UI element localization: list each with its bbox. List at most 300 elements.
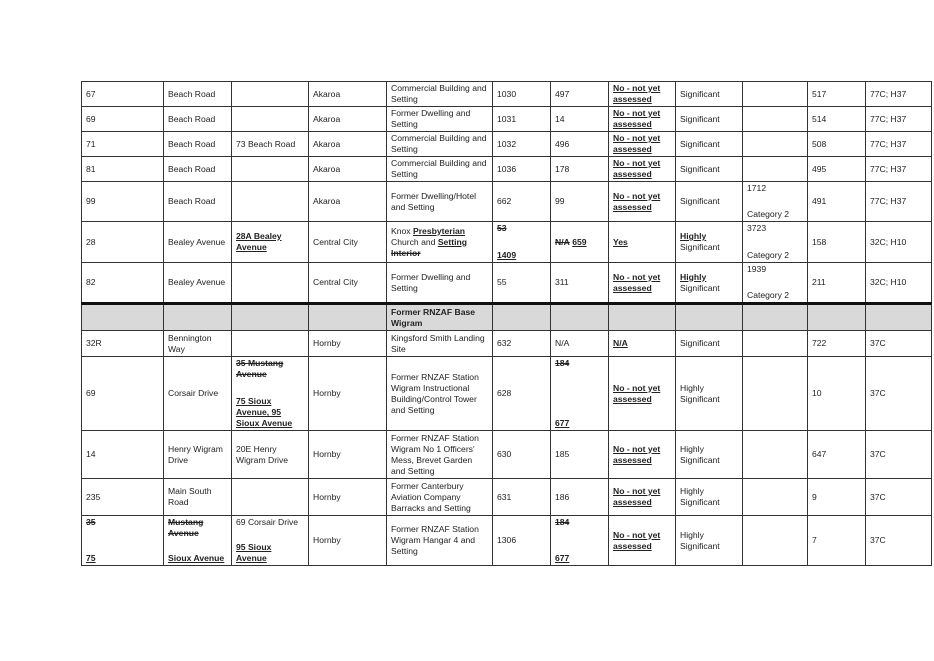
cell-part xyxy=(86,517,159,528)
cell-text: 632 xyxy=(497,338,512,348)
cell-content xyxy=(613,383,671,405)
cell-house-number xyxy=(82,157,164,182)
cell-assessed xyxy=(609,479,676,516)
cell-locality xyxy=(309,357,387,431)
cell-heritage-item-number xyxy=(493,431,551,479)
cell-category xyxy=(743,516,808,566)
cell-description xyxy=(387,82,493,107)
cell-street xyxy=(164,304,232,331)
cell-heritage-item-number xyxy=(493,357,551,431)
cell-text: 647 xyxy=(812,449,827,459)
cell-heritage-item-number xyxy=(493,182,551,222)
cell-text: 491 xyxy=(812,196,827,206)
cell-category xyxy=(743,431,808,479)
cell-content xyxy=(168,517,227,564)
inserted-text: Sioux Avenue xyxy=(168,553,225,563)
cell-map-ref xyxy=(808,182,866,222)
cell-assessed xyxy=(609,263,676,304)
cell-heritage-item-number xyxy=(493,331,551,357)
cell-text: Hornby xyxy=(313,491,341,502)
cell-part xyxy=(555,418,604,429)
cell-assessed xyxy=(609,222,676,263)
cell-description xyxy=(387,157,493,182)
cell-category xyxy=(743,331,808,357)
cell-category xyxy=(743,182,808,222)
cell-text: Category 2 xyxy=(747,290,790,300)
cell-text: 69 xyxy=(86,113,96,124)
cell-text: Former RNZAF Base Wigram xyxy=(391,306,476,328)
cell-text: 32R xyxy=(86,338,102,348)
inserted-text: No - not yet assessed xyxy=(613,382,661,404)
cell-planning-map xyxy=(866,357,932,431)
cell-text: 37C xyxy=(870,491,886,502)
cell-heritage-item-number xyxy=(493,479,551,516)
cell-house-number xyxy=(82,82,164,107)
heritage-schedule-table xyxy=(81,81,932,566)
cell-house-number xyxy=(82,107,164,132)
cell-text: Commercial Building and Setting xyxy=(391,158,487,179)
cell-description xyxy=(387,107,493,132)
cell-assessed xyxy=(609,304,676,331)
cell-significance xyxy=(676,516,743,566)
cell-content xyxy=(391,307,488,329)
inserted-text: 95 Sioux Avenue xyxy=(236,542,272,563)
cell-text: Central City xyxy=(313,277,358,287)
cell-part xyxy=(613,108,671,130)
cell-setting-number xyxy=(551,157,609,182)
inserted-text: No - not yet assessed xyxy=(613,486,661,507)
cell-map-ref xyxy=(808,357,866,431)
cell-text: 55 xyxy=(497,277,507,287)
cell-description xyxy=(387,516,493,566)
cell-text: 1031 xyxy=(497,113,517,124)
table-row xyxy=(82,107,932,132)
cell-significance xyxy=(676,182,743,222)
inserted-text: No - not yet assessed xyxy=(613,443,661,465)
cell-text: 7 xyxy=(812,535,817,545)
cell-house-number xyxy=(82,479,164,516)
cell-alternate-address xyxy=(232,304,309,331)
cell-content xyxy=(555,517,604,564)
cell-text: Highly Significant xyxy=(680,486,720,507)
cell-text: Commercial Building and Setting xyxy=(391,83,487,104)
cell-text: 67 xyxy=(86,88,96,99)
cell-locality xyxy=(309,431,387,479)
cell-locality xyxy=(309,132,387,157)
cell-assessed xyxy=(609,132,676,157)
cell-street xyxy=(164,357,232,431)
cell-description xyxy=(387,222,493,263)
cell-text: 28 xyxy=(86,236,96,247)
cell-content xyxy=(497,223,546,261)
cell-planning-map xyxy=(866,304,932,331)
cell-content xyxy=(86,517,159,564)
deleted-text: 184 xyxy=(555,517,570,527)
cell-setting-number xyxy=(551,222,609,263)
cell-text: Main South Road xyxy=(168,486,212,507)
cell-text: Akaroa xyxy=(313,196,341,206)
cell-text: 508 xyxy=(812,138,827,149)
cell-setting-number xyxy=(551,304,609,331)
cell-text: Henry Wigram Drive xyxy=(168,443,223,465)
cell-text: 185 xyxy=(555,449,570,459)
cell-part xyxy=(236,542,304,564)
cell-text: 630 xyxy=(497,449,512,459)
cell-part xyxy=(613,486,671,508)
cell-house-number xyxy=(82,304,164,331)
cell-part xyxy=(613,383,671,405)
cell-text: 71 xyxy=(86,138,96,149)
cell-street xyxy=(164,516,232,566)
deleted-text: Mustang Avenue xyxy=(168,517,204,538)
cell-setting-number xyxy=(551,479,609,516)
cell-locality xyxy=(309,331,387,357)
cell-text: 77C; H37 xyxy=(870,113,907,124)
cell-text: Highly Significant xyxy=(680,443,720,465)
cell-text: Church and xyxy=(391,236,438,247)
cell-alternate-address xyxy=(232,431,309,479)
cell-assessed xyxy=(609,157,676,182)
cell-assessed xyxy=(609,357,676,431)
cell-map-ref xyxy=(808,431,866,479)
cell-text: 496 xyxy=(555,138,570,149)
cell-text: 32C; H10 xyxy=(870,277,907,287)
cell-text: Beach Road xyxy=(168,113,216,124)
table-row xyxy=(82,222,932,263)
cell-part xyxy=(747,290,803,301)
cell-assessed xyxy=(609,82,676,107)
cell-setting-number xyxy=(551,263,609,304)
inserted-text: 677 xyxy=(555,418,570,428)
cell-text: 1712 xyxy=(747,183,767,193)
cell-planning-map xyxy=(866,82,932,107)
cell-content xyxy=(613,237,671,248)
cell-street xyxy=(164,263,232,304)
cell-street xyxy=(164,331,232,357)
cell-locality xyxy=(309,304,387,331)
cell-content xyxy=(747,223,803,261)
cell-text: Highly Significant xyxy=(680,382,720,404)
cell-part xyxy=(236,396,304,429)
inserted-text: No - not yet assessed xyxy=(613,271,661,293)
cell-alternate-address xyxy=(232,357,309,431)
cell-text: 37C xyxy=(870,338,886,348)
cell-part xyxy=(236,358,304,380)
cell-part xyxy=(613,158,671,180)
cell-significance xyxy=(676,82,743,107)
inserted-text: 1409 xyxy=(497,250,517,260)
cell-part xyxy=(391,307,488,329)
cell-content xyxy=(613,133,671,155)
cell-description xyxy=(387,304,493,331)
inserted-text: Yes xyxy=(613,236,628,247)
cell-content xyxy=(680,272,738,294)
cell-content xyxy=(747,264,803,301)
cell-planning-map xyxy=(866,107,932,132)
cell-locality xyxy=(309,82,387,107)
cell-alternate-address xyxy=(232,331,309,357)
cell-heritage-item-number xyxy=(493,222,551,263)
cell-text: 14 xyxy=(555,113,565,124)
cell-text: Beach Road xyxy=(168,196,216,206)
cell-assessed xyxy=(609,331,676,357)
cell-content xyxy=(613,83,671,105)
cell-text: Akaroa xyxy=(313,138,341,149)
cell-significance xyxy=(676,431,743,479)
cell-text: 20E Henry Wigram Drive xyxy=(236,443,289,465)
cell-text: Central City xyxy=(313,236,358,247)
deleted-text: 53 xyxy=(497,223,507,233)
cell-text: 82 xyxy=(86,277,96,287)
cell-assessed xyxy=(609,516,676,566)
cell-text: Category 2 xyxy=(747,209,790,219)
cell-text: 1032 xyxy=(497,138,517,149)
cell-part xyxy=(680,231,738,253)
cell-text: 1939 xyxy=(747,264,767,274)
cell-text: Akaroa xyxy=(313,163,341,174)
inserted-text: 75 xyxy=(86,553,96,563)
cell-part xyxy=(168,517,227,539)
cell-category xyxy=(743,157,808,182)
cell-content xyxy=(613,272,671,294)
cell-locality xyxy=(309,222,387,263)
cell-text: Hornby xyxy=(313,388,341,398)
cell-part xyxy=(555,553,604,564)
inserted-text: 75 Sioux Avenue, 95 Sioux Avenue xyxy=(236,396,293,428)
cell-text: Former Dwelling and Setting xyxy=(391,271,471,293)
cell-heritage-item-number xyxy=(493,132,551,157)
cell-text: 517 xyxy=(812,88,827,99)
cell-locality xyxy=(309,516,387,566)
cell-text: Bealey Avenue xyxy=(168,236,226,247)
cell-locality xyxy=(309,107,387,132)
cell-setting-number xyxy=(551,516,609,566)
cell-setting-number xyxy=(551,82,609,107)
cell-text: Beach Road xyxy=(168,163,216,174)
cell-text: Former Dwelling/Hotel and Setting xyxy=(391,190,477,212)
cell-locality xyxy=(309,157,387,182)
cell-setting-number xyxy=(551,182,609,222)
cell-part xyxy=(391,226,488,259)
cell-heritage-item-number xyxy=(493,516,551,566)
cell-text: Beach Road xyxy=(168,138,216,149)
cell-category xyxy=(743,357,808,431)
inserted-text: Highly xyxy=(680,271,707,282)
cell-text: Significant xyxy=(680,338,720,348)
cell-setting-number xyxy=(551,357,609,431)
cell-text: 37C xyxy=(870,449,886,459)
cell-part xyxy=(555,517,604,528)
inserted-text: No - not yet assessed xyxy=(613,158,661,179)
inserted-text: 28A Bealey Avenue xyxy=(236,231,282,252)
cell-text: 158 xyxy=(812,236,827,247)
cell-text: 1306 xyxy=(497,535,517,545)
cell-category xyxy=(743,107,808,132)
cell-house-number xyxy=(82,222,164,263)
cell-part xyxy=(613,83,671,105)
cell-text: 77C; H37 xyxy=(870,88,907,99)
cell-setting-number xyxy=(551,107,609,132)
cell-text: Akaroa xyxy=(313,88,341,99)
cell-alternate-address xyxy=(232,157,309,182)
cell-text: 211 xyxy=(812,277,826,287)
cell-text: 69 xyxy=(86,388,96,398)
cell-locality xyxy=(309,182,387,222)
cell-content xyxy=(747,183,803,220)
table-row xyxy=(82,182,932,222)
cell-text: 235 xyxy=(86,491,101,502)
cell-text: Significant xyxy=(680,242,720,252)
table-row xyxy=(82,132,932,157)
cell-part xyxy=(86,553,159,564)
cell-text: Significant xyxy=(680,282,720,293)
cell-text: Former Dwelling and Setting xyxy=(391,108,471,129)
cell-description xyxy=(387,331,493,357)
cell-heritage-item-number xyxy=(493,157,551,182)
cell-text: Significant xyxy=(680,113,720,124)
cell-significance xyxy=(676,157,743,182)
cell-text: 77C; H37 xyxy=(870,163,907,174)
cell-text: Beach Road xyxy=(168,88,216,99)
cell-text: Knox xyxy=(391,225,413,236)
cell-content xyxy=(555,358,604,429)
cell-category xyxy=(743,222,808,263)
cell-planning-map xyxy=(866,516,932,566)
cell-text: Highly Significant xyxy=(680,529,720,551)
cell-planning-map xyxy=(866,479,932,516)
cell-significance xyxy=(676,107,743,132)
cell-alternate-address xyxy=(232,182,309,222)
cell-assessed xyxy=(609,431,676,479)
cell-text: Significant xyxy=(680,88,720,99)
cell-significance xyxy=(676,304,743,331)
cell-text: 1036 xyxy=(497,163,517,174)
cell-planning-map xyxy=(866,132,932,157)
cell-part xyxy=(613,237,671,248)
cell-map-ref xyxy=(808,516,866,566)
cell-text: 311 xyxy=(555,277,569,287)
cell-text: Former Canterbury Aviation Company Barracks and Setting xyxy=(391,480,471,513)
cell-street xyxy=(164,182,232,222)
cell-text: 99 xyxy=(555,196,565,206)
cell-part xyxy=(747,250,803,261)
cell-part xyxy=(747,264,803,275)
cell-content xyxy=(236,358,304,429)
cell-text: Akaroa xyxy=(313,113,341,124)
inserted-text: N/A xyxy=(613,338,628,348)
inserted-text: No - not yet assessed xyxy=(613,190,661,212)
cell-part xyxy=(613,444,671,466)
cell-heritage-item-number xyxy=(493,82,551,107)
table-row xyxy=(82,479,932,516)
cell-content xyxy=(613,108,671,130)
cell-house-number xyxy=(82,516,164,566)
cell-alternate-address xyxy=(232,132,309,157)
cell-planning-map xyxy=(866,157,932,182)
cell-text: 32C; H10 xyxy=(870,236,907,247)
cell-category xyxy=(743,479,808,516)
cell-map-ref xyxy=(808,304,866,331)
cell-text: Bennington Way xyxy=(168,332,212,354)
cell-map-ref xyxy=(808,222,866,263)
cell-significance xyxy=(676,331,743,357)
cell-text: 37C xyxy=(870,535,886,545)
table-row xyxy=(82,157,932,182)
cell-street xyxy=(164,132,232,157)
cell-text: Hornby xyxy=(313,338,341,348)
cell-text: 77C; H37 xyxy=(870,138,907,149)
cell-text: Significant xyxy=(680,163,720,174)
cell-part xyxy=(168,553,227,564)
cell-assessed xyxy=(609,107,676,132)
cell-content xyxy=(613,158,671,180)
cell-part xyxy=(613,133,671,155)
deleted-text: 35 xyxy=(86,517,96,527)
cell-heritage-item-number xyxy=(493,304,551,331)
cell-part xyxy=(555,237,604,248)
cell-alternate-address xyxy=(232,263,309,304)
table-row xyxy=(82,357,932,431)
deleted-text: 35 Mustang Avenue xyxy=(236,358,284,379)
cell-significance xyxy=(676,479,743,516)
cell-text: 81 xyxy=(86,163,96,174)
cell-category xyxy=(743,263,808,304)
table-row xyxy=(82,331,932,357)
cell-text: Significant xyxy=(680,196,720,206)
cell-text: Corsair Drive xyxy=(168,388,219,398)
cell-text: 77C; H37 xyxy=(870,196,907,206)
inserted-text: Setting xyxy=(437,236,467,247)
cell-category xyxy=(743,82,808,107)
cell-map-ref xyxy=(808,132,866,157)
cell-description xyxy=(387,431,493,479)
cell-part xyxy=(236,231,304,253)
cell-alternate-address xyxy=(232,107,309,132)
cell-significance xyxy=(676,222,743,263)
cell-text: Bealey Avenue xyxy=(168,277,226,287)
cell-heritage-item-number xyxy=(493,107,551,132)
cell-text: 3723 xyxy=(747,223,767,233)
cell-text: Former RNZAF Station Wigram Hangar 4 and Setting xyxy=(391,524,479,556)
cell-text: 73 Beach Road xyxy=(236,138,296,149)
cell-setting-number xyxy=(551,132,609,157)
cell-text: 14 xyxy=(86,449,96,459)
inserted-text: Presbyterian xyxy=(412,225,466,236)
cell-map-ref xyxy=(808,263,866,304)
table-row xyxy=(82,431,932,479)
inserted-text: No - not yet assessed xyxy=(613,108,661,129)
cell-street xyxy=(164,479,232,516)
cell-part xyxy=(747,223,803,234)
deleted-text: 184 xyxy=(555,358,570,368)
cell-text: 662 xyxy=(497,196,512,206)
cell-content xyxy=(680,231,738,253)
cell-house-number xyxy=(82,431,164,479)
cell-map-ref xyxy=(808,107,866,132)
cell-content xyxy=(236,517,304,564)
cell-text: 178 xyxy=(555,163,570,174)
cell-house-number xyxy=(82,182,164,222)
cell-house-number xyxy=(82,331,164,357)
cell-house-number xyxy=(82,357,164,431)
cell-setting-number xyxy=(551,331,609,357)
cell-text: Hornby xyxy=(313,535,341,545)
cell-significance xyxy=(676,263,743,304)
cell-map-ref xyxy=(808,157,866,182)
inserted-text: 659 xyxy=(572,236,587,247)
cell-text: 495 xyxy=(812,163,827,174)
cell-content xyxy=(236,231,304,253)
